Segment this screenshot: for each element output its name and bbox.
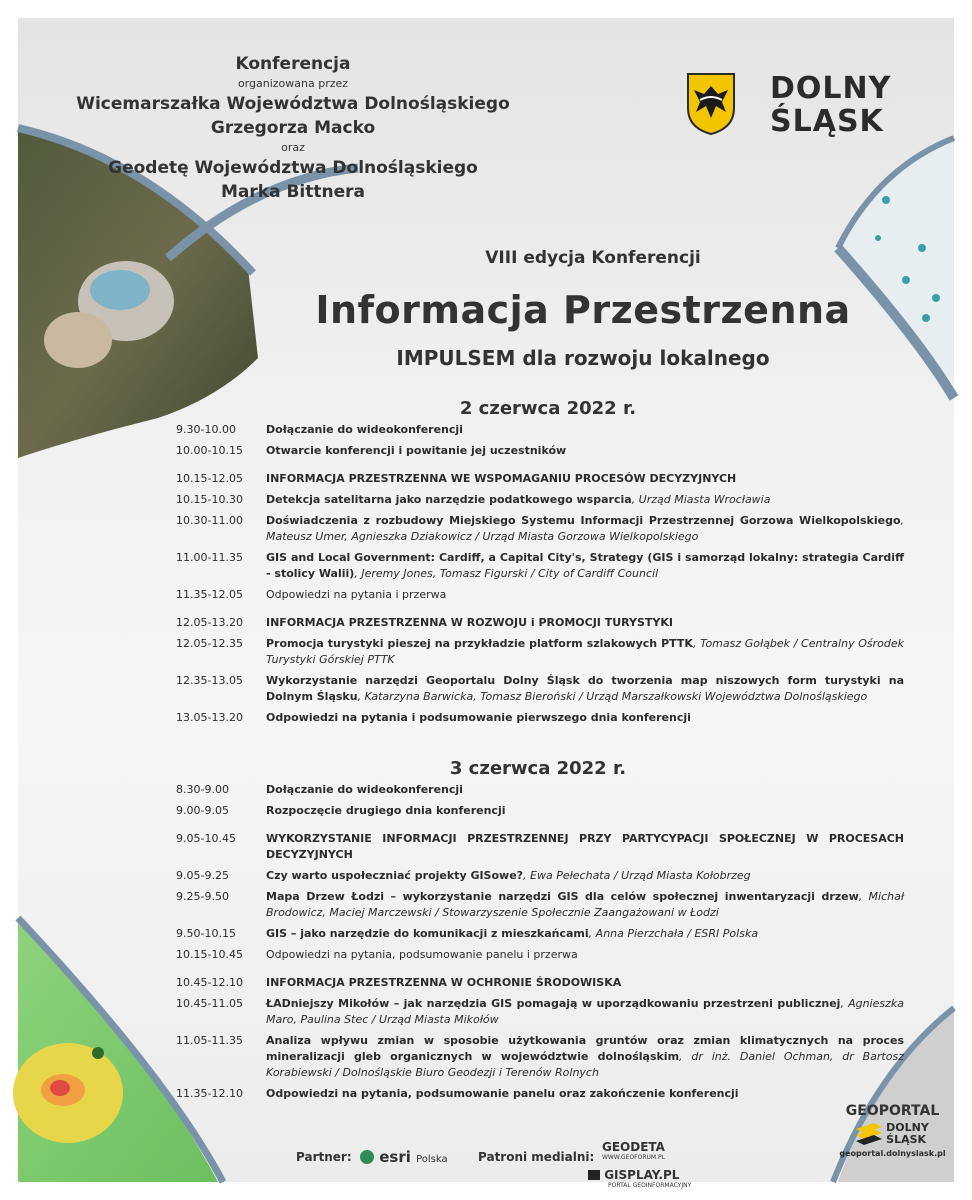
schedule-time: 9.05-9.25 [176, 869, 229, 882]
schedule-time: 12.35-13.05 [176, 674, 243, 687]
geodeta-logo: GEODETA WWW.GEOFORUM.PL [602, 1140, 665, 1161]
partner-label: Partner: [296, 1150, 352, 1164]
organizer-line: Konferencja [235, 54, 351, 74]
schedule-row [176, 550, 904, 582]
schedule-time: 11.35-12.05 [176, 588, 243, 601]
day1-date: 2 czerwca 2022 r. [459, 398, 637, 419]
organizer-line: Grzegorza Macko [210, 118, 376, 138]
organizer-line: Wicemarszałka Województwa Dolnośląskiego [76, 94, 510, 114]
logo-line: ŚLĄSK [770, 104, 884, 139]
schedule-desc: Promocja turystyki pieszej na przykładzie platform szlakowych PTTK, Tomasz Gołąbek / Centralny Ośrodek Turystyki Górskiej PTTK [266, 637, 904, 666]
schedule-desc: WYKORZYSTANIE INFORMACJI PRZESTRZENNEJ PRZY PARTYCYPACJI SPOŁECZNEJ W PROCESACH DECYZYJNYCH [266, 832, 904, 861]
crest-icon [686, 72, 736, 136]
schedule-row [176, 926, 904, 942]
schedule-row [176, 1086, 904, 1102]
dolny-slask-logo [686, 72, 946, 142]
logo-line: DOLNY [770, 71, 892, 106]
schedule-row [176, 975, 904, 991]
schedule-time: 9.05-10.45 [176, 832, 236, 845]
schedule-row [176, 1033, 904, 1081]
schedule-row [176, 587, 904, 603]
schedule-desc: INFORMACJA PRZESTRZENNA WE WSPOMAGANIU PROCESÓW DECYZYJNYCH [266, 472, 737, 485]
schedule-desc: Odpowiedzi na pytania i przerwa [266, 588, 447, 601]
schedule-row [176, 868, 904, 884]
schedule-time: 10.45-12.10 [176, 976, 243, 989]
schedule-time: 10.15-12.05 [176, 472, 243, 485]
schedule-desc: INFORMACJA PRZESTRZENNA W OCHRONIE ŚRODOWISKA [266, 976, 622, 989]
schedule-time: 13.05-13.20 [176, 711, 243, 724]
edition-label: VIII edycja Konferencji [485, 248, 701, 268]
schedule-row [176, 947, 904, 963]
day2-schedule [176, 760, 904, 1107]
organizer-line: Geodetę Województwa Dolnośląskiego [108, 158, 478, 178]
schedule-desc: Wykorzystanie narzędzi Geoportalu Dolny Śląsk do tworzenia map niszowych form turystyki na Dolnym Śląsku, Katarzyna Barwicka, Tomasz Bieroński / Urząd Marszałkowski Województwa Dolnośląskiego [266, 674, 904, 703]
schedule-time: 8.30-9.00 [176, 783, 229, 796]
schedule-time: 10.45-11.05 [176, 997, 243, 1010]
schedule-time: 11.00-11.35 [176, 551, 243, 564]
schedule-desc: Dołączanie do wideokonferencji [266, 423, 463, 436]
footer [296, 1140, 716, 1200]
schedule-desc: Mapa Drzew Łodzi – wykorzystanie narzędzi GIS dla celów społecznej inwentaryzacji drzew, Michał Brodowicz, Maciej Marczewski / Stowarzyszenie Społecznie Zaangażowani w Łodzi [266, 890, 904, 919]
schedule-time: 9.25-9.50 [176, 890, 229, 903]
geoportal-logo: GEOPORTAL DOLNY ŚLĄSK geoportal.dolnyslask.pl [839, 1103, 946, 1158]
page-subtitle: IMPULSEM dla rozwoju lokalnego [396, 346, 770, 370]
schedule-time: 10.15-10.30 [176, 493, 243, 506]
organizer-line: Marka Bittnera [221, 182, 365, 202]
schedule-time: 10.00-10.15 [176, 444, 243, 457]
gisplay-logo: GISPLAY.PL PORTAL GEOINFORMACYJNY [588, 1168, 691, 1189]
schedule-row [176, 422, 904, 438]
schedule-row [176, 831, 904, 863]
schedule-time: 11.05-11.35 [176, 1034, 243, 1047]
schedule-row [176, 996, 904, 1028]
organizer-block [58, 52, 528, 204]
schedule-desc: Analiza wpływu zmian w sposobie użytkowania gruntów oraz zmian klimatycznych na proces mineralizacji gleb organicznych w województwie dolnośląskim, dr inż. Daniel Ochman, dr Bartosz Korabiewski / Dolnośląskie Biuro Geodezji i Terenów Rolnych [266, 1034, 904, 1079]
page-title: Informacja Przestrzenna [315, 288, 851, 332]
schedule-desc: GIS – jako narzędzie do komunikacji z mieszkańcami, Anna Pierzchała / ESRI Polska [266, 927, 759, 940]
esri-logo: esri Polska [360, 1148, 448, 1166]
schedule-time: 9.30-10.00 [176, 423, 236, 436]
schedule-desc: GIS and Local Government: Cardiff, a Capital City's, Strategy (GIS i samorząd lokalny: strategia Cardiff - stolicy Walii), Jeremy Jones, Tomasz Figurski / City of Cardiff Council [266, 551, 904, 580]
organizer-line: oraz [281, 141, 305, 154]
schedule-row [176, 889, 904, 921]
schedule-row [176, 710, 904, 726]
schedule-desc: Doświadczenia z rozbudowy Miejskiego Systemu Informacji Przestrzennej Gorzowa Wielkopolskiego, Mateusz Umer, Agnieszka Dziakowicz / Urząd Miasta Gorzowa Wielkopolskiego [266, 514, 904, 543]
schedule-desc: Czy warto uspołeczniać projekty GISowe?, Ewa Pełechata / Urząd Miasta Kołobrzeg [266, 869, 751, 882]
globe-icon [360, 1150, 374, 1164]
schedule-row [176, 443, 904, 459]
schedule-desc: Odpowiedzi na pytania, podsumowanie panelu i przerwa [266, 948, 578, 961]
schedule-row [176, 492, 904, 508]
layers-icon [856, 1123, 882, 1145]
schedule-row [176, 782, 904, 798]
media-label: Patroni medialni: [478, 1150, 595, 1164]
schedule-desc: Detekcja satelitarna jako narzędzie podatkowego wsparcia, Urząd Miasta Wrocławia [266, 493, 771, 506]
schedule-time: 12.05-13.20 [176, 616, 243, 629]
schedule-row [176, 513, 904, 545]
schedule-row [176, 636, 904, 668]
schedule-time: 12.05-12.35 [176, 637, 243, 650]
schedule-time: 10.15-10.45 [176, 948, 243, 961]
schedule-desc: ŁADniejszy Mikołów – jak narzędzia GIS pomagają w uporządkowaniu przestrzeni publicznej, Agnieszka Maro, Paulina Stec / Urząd Miasta Mikołów [266, 997, 904, 1026]
play-icon [588, 1170, 600, 1180]
day2-date: 3 czerwca 2022 r. [449, 758, 627, 779]
schedule-row [176, 471, 904, 487]
schedule-desc: Otwarcie konferencji i powitanie jej uczestników [266, 444, 567, 457]
schedule-desc: Odpowiedzi na pytania i podsumowanie pierwszego dnia konferencji [266, 711, 691, 724]
day1-schedule [176, 400, 904, 731]
schedule-time: 11.35-12.10 [176, 1087, 243, 1100]
schedule-time: 9.50-10.15 [176, 927, 236, 940]
schedule-desc: INFORMACJA PRZESTRZENNA W ROZWOJU i PROMOCJI TURYSTYKI [266, 616, 674, 629]
schedule-row [176, 803, 904, 819]
schedule-desc: Rozpoczęcie drugiego dnia konferencji [266, 804, 506, 817]
schedule-time: 10.30-11.00 [176, 514, 243, 527]
poster-frame [18, 18, 954, 1189]
organizer-line: organizowana przez [237, 77, 349, 90]
schedule-time: 9.00-9.05 [176, 804, 229, 817]
schedule-row [176, 673, 904, 705]
schedule-desc: Odpowiedzi na pytania, podsumowanie panelu oraz zakończenie konferencji [266, 1087, 739, 1100]
schedule-desc: Dołączanie do wideokonferencji [266, 783, 463, 796]
schedule-row [176, 615, 904, 631]
